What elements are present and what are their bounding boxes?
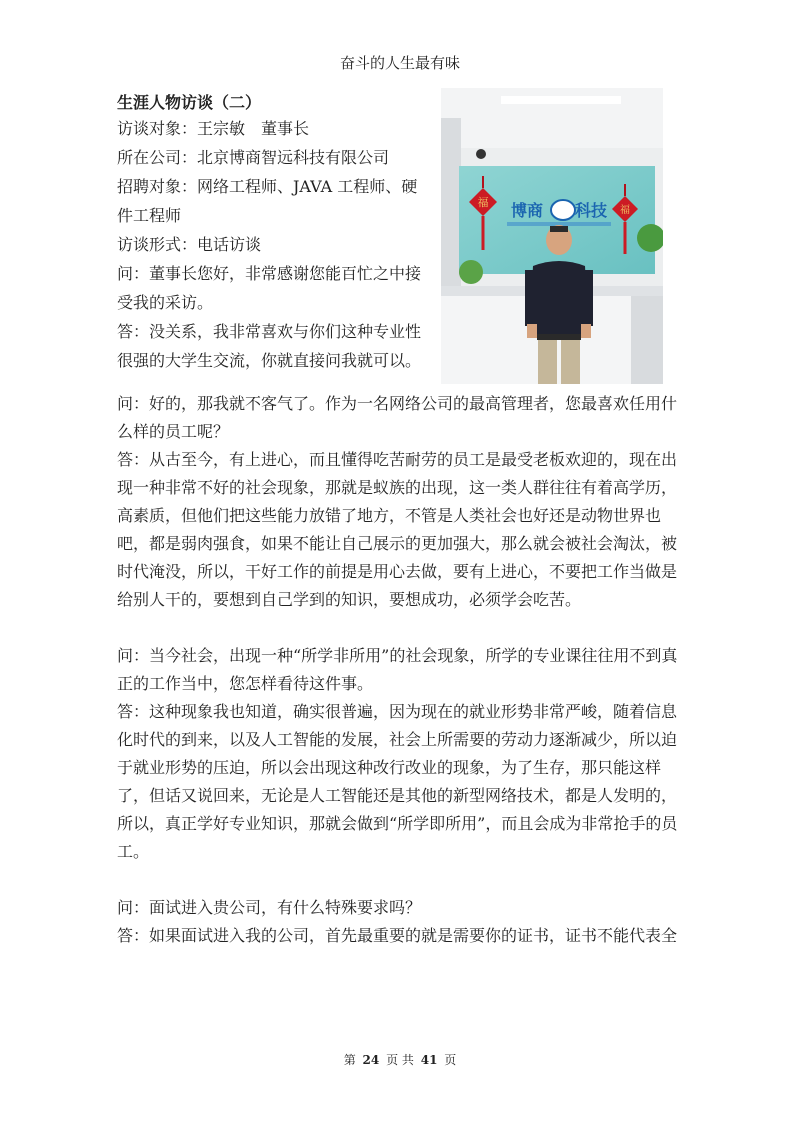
answer-1: 答：从古至今，有上进心，而且懂得吃苦耐劳的员工是最受老板欢迎的，现在出现一种非常不好的社会现象，那就是蚁族的出现，这一类人群往往有着高学历，高素质，但他们把这些能力放错了地方，不管是人类社会也好还是动物世界也吧，都是弱肉强食，如果不能让自己展示的更加强大，那么就会被社会淘汰，被时代淹没，所以，干好工作的前提是用心去做，要有上进心，不要把工作当做是给别人干的，要想到自己学到的知识，要想成功，必须学会吃苦。 [117, 450, 678, 609]
interviewee-line: 访谈对象：王宗敏 董事长 [117, 119, 310, 138]
page-footer [0, 1051, 800, 1068]
company-line: 所在公司：北京博商智远科技有限公司 [117, 148, 390, 167]
intro-question: 问：董事长您好，非常感谢您能百忙之中接受我的采访。 [117, 264, 422, 312]
sign-text-left: 博商 [510, 201, 544, 220]
intro-answer: 答：没关系，我非常喜欢与你们这种专业性很强的大学生交流，你就直接问我就可以。 [117, 322, 422, 370]
lantern-char-left: 福 [477, 196, 489, 209]
question-3: 问：面试进入贵公司，有什么特殊要求吗？ [117, 898, 422, 917]
interview-format-line: 访谈形式：电话访谈 [117, 235, 262, 254]
page-suffix: 页 [444, 1053, 457, 1067]
page-mid: 页 共 [386, 1053, 414, 1067]
question-2: 问：当今社会，出现一种“所学非所用”的社会现象，所学的专业课往往用不到真正的工作当中，您怎样看待这件事。 [117, 646, 678, 693]
interviewee-photo [441, 88, 663, 384]
lantern-char-right: 福 [620, 205, 630, 216]
answer-2: 答：这种现象我也知道，确实很普遍，因为现在的就业形势非常严峻，随着信息化时代的到来，以及人工智能的发展，社会上所需要的劳动力逐渐减少，所以迫于就业形势的压迫，所以会出现这种改行改业的现象，为了生存，那只能这样了，但话又说回来，无论是人工智能还是其他的新型网络技术，都是人发明的，所以，真正学好专业知识，那就会做到“所学即所用”，而且会成为非常抢手的员工。 [117, 702, 678, 861]
page-prefix: 第 [343, 1053, 356, 1067]
page-header-title: 奋斗的人生最有味 [339, 54, 460, 72]
section-title: 生涯人物访谈（二） [117, 93, 262, 112]
sign-text-right: 科技 [574, 201, 608, 220]
intro-block [117, 92, 432, 375]
page-total: 41 [420, 1053, 438, 1067]
interview-body [117, 390, 685, 950]
answer-3: 答：如果面试进入我的公司，首先最重要的就是需要你的证书，证书不能代表全 [117, 926, 678, 945]
page-number: 24 [362, 1053, 380, 1067]
recruit-line: 招聘对象：网络工程师、JAVA 工程师、硬件工程师 [117, 177, 418, 225]
question-1: 问：好的，那我就不客气了。作为一名网络公司的最高管理者，您最喜欢任用什么样的员工呢？ [117, 394, 678, 441]
